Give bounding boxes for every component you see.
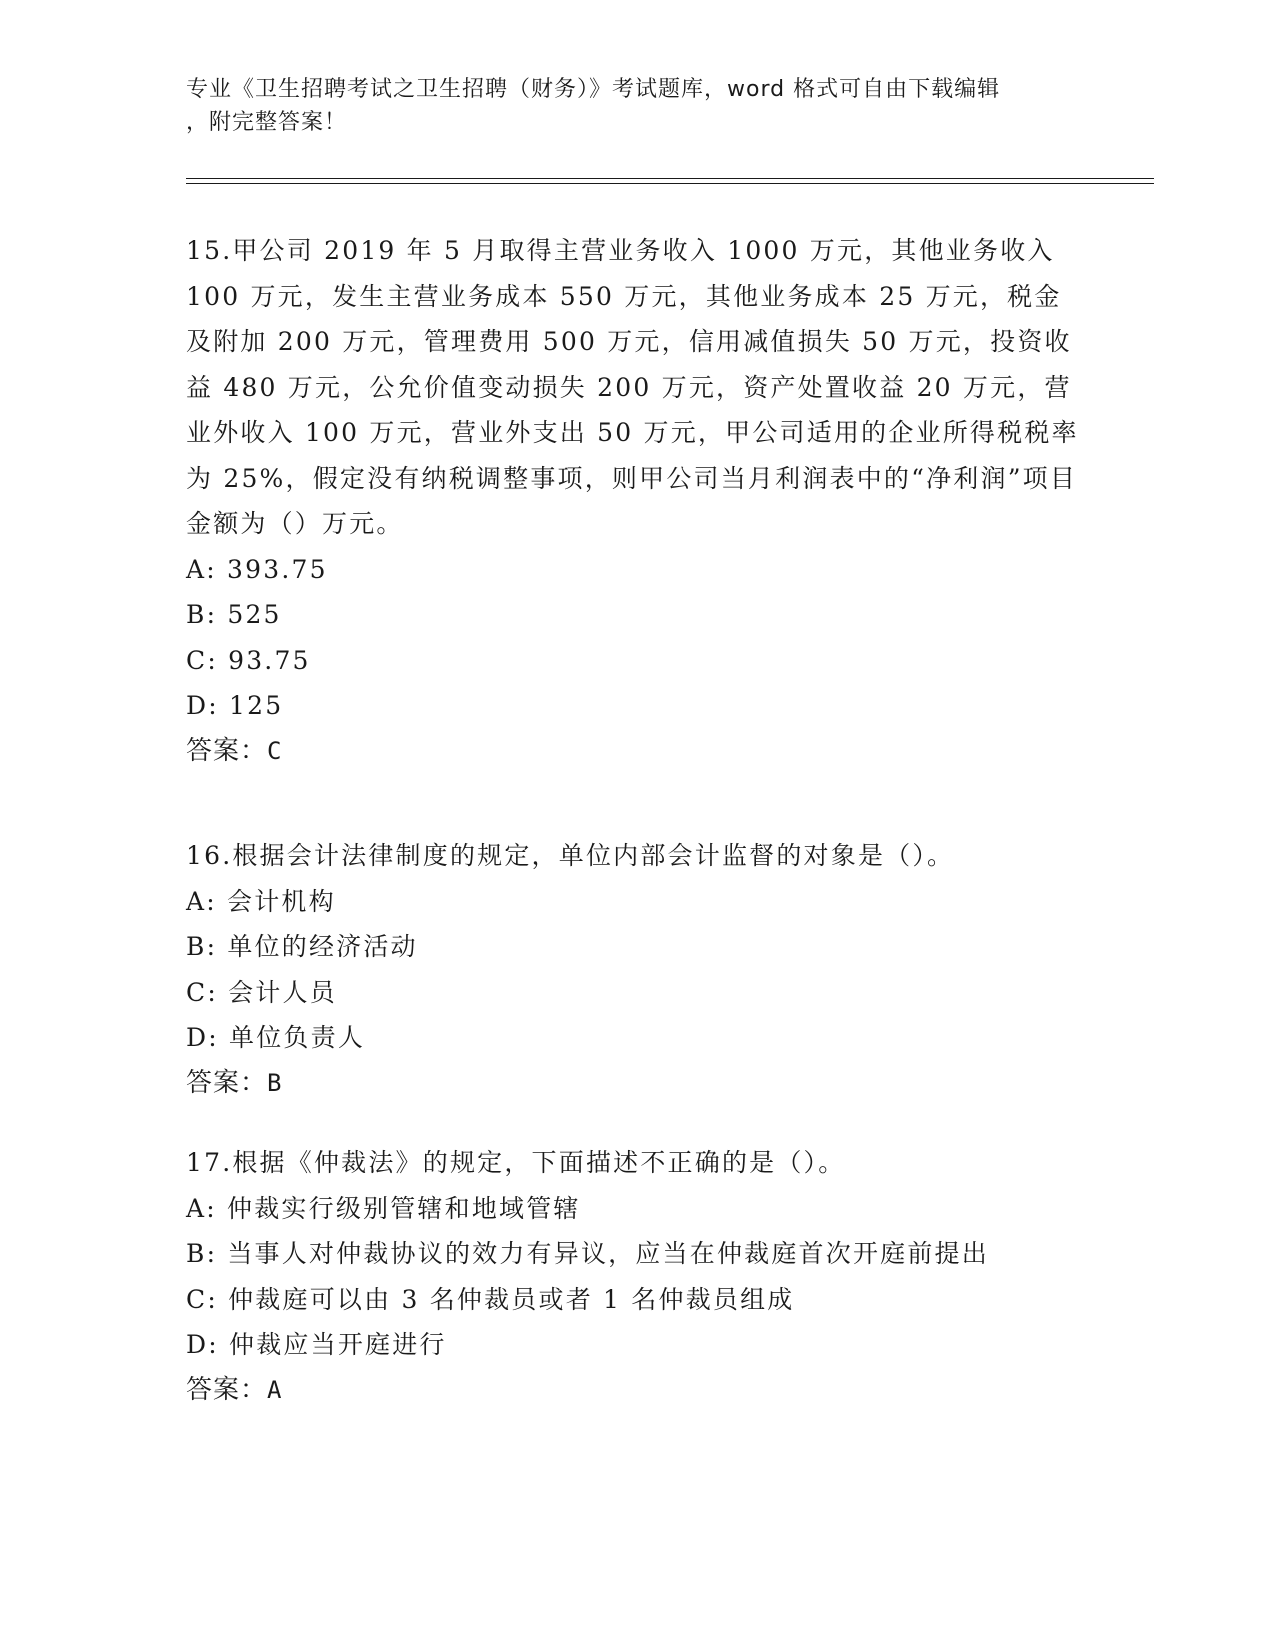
option-c: C: 93.75	[186, 645, 311, 675]
answer-label: 答案：	[186, 1374, 268, 1405]
option-a: A: 仲裁实行级别管辖和地域管辖	[186, 1193, 581, 1223]
question-15	[186, 228, 1086, 774]
document-header	[186, 73, 1066, 139]
answer-line	[186, 1061, 1086, 1107]
answer-label: 答案：	[186, 1067, 268, 1098]
question-text: 17.根据《仲裁法》的规定，下面描述不正确的是（）。	[186, 1148, 846, 1177]
option-b: B: 单位的经济活动	[186, 932, 418, 961]
answer-value: B	[267, 1068, 283, 1097]
header-line-1: 专业《卫生招聘考试之卫生招聘（财务）》考试题库，word 格式可自由下载编辑	[186, 77, 1001, 102]
answer-line	[186, 729, 1086, 775]
question-text: 16.根据会计法律制度的规定，单位内部会计监督的对象是（）。	[186, 841, 955, 870]
answer-value: C	[267, 736, 283, 765]
header-divider-top	[186, 178, 1154, 179]
option-b: B: 当事人对仲裁协议的效力有异议，应当在仲裁庭首次开庭前提出	[186, 1239, 989, 1268]
answer-line	[186, 1368, 1086, 1414]
question-text: 15.甲公司 2019 年 5 月取得主营业务收入 1000 万元，其他业务收入 100 万元，发生主营业务成本 550 万元，其他业务成本 25 万元，税金及附加 200 万元，管理费用 500 万元，信用减值损失 50 万元，投资收益 480 万元，公允价值变动损失 200 万元，资产处置收益 20 万元，营业外收入 100 万元，营业外支出 50 万元，甲公司适用的企业所得税税率为 25%，假定没有纳税调整事项，则甲公司当月利润表中的“净利润”项目金额为（）万元。	[186, 236, 1079, 538]
option-d: D: 单位负责人	[186, 1023, 366, 1052]
header-divider-bottom	[186, 183, 1154, 184]
option-c: C: 仲裁庭可以由 3 名仲裁员或者 1 名仲裁员组成	[186, 1284, 795, 1314]
answer-value: A	[267, 1375, 283, 1404]
option-b: B: 525	[186, 600, 282, 629]
question-16	[186, 833, 1086, 1106]
header-line-2: ，附完整答案！	[186, 110, 348, 135]
option-a: A: 会计机构	[186, 886, 336, 916]
option-d: D: 125	[186, 691, 284, 720]
question-17	[186, 1140, 1086, 1413]
option-c: C: 会计人员	[186, 977, 337, 1007]
answer-label: 答案：	[186, 735, 268, 766]
option-a: A: 393.75	[186, 554, 328, 584]
option-d: D: 仲裁应当开庭进行	[186, 1330, 447, 1359]
